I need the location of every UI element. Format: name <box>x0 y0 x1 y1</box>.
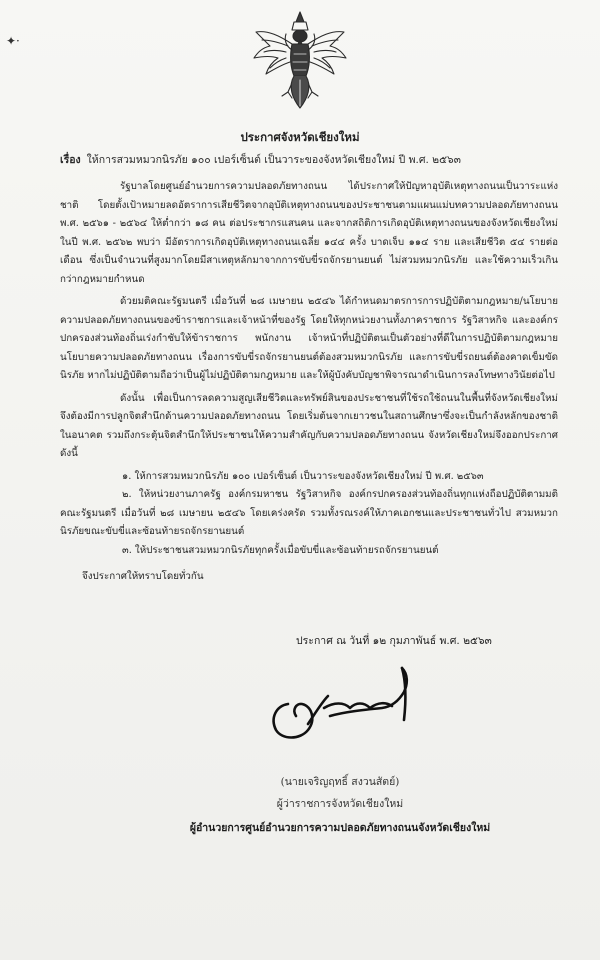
document-title: ประกาศจังหวัดเชียงใหม่ <box>240 130 360 144</box>
list-item: ๒. ให้หน่วยงานภาครัฐ องค์กรมหาชน รัฐวิสาหกิจ องค์กรปกครองส่วนท้องถิ่นทุกแห่งถือปฏิบัติตามมติคณะรัฐมนตรี เมื่อวันที่ ๒๘ เมษายน ๒๕๔๖ โดยเคร่งครัด รวมทั้งรณรงค์ให้ภาคเอกชนและประชาชนทั่วไป สวมหมวกนิรภัยขณะขับขี่และซ้อนท้ายรถจักรยานยนต์ <box>60 489 558 537</box>
garuda-emblem-icon <box>248 10 352 114</box>
subject-label: เรื่อง <box>60 154 81 166</box>
body-text <box>60 178 558 587</box>
stray-mark: ✦· <box>6 34 20 48</box>
subject-text: ให้การสวมหมวกนิรภัย ๑๐๐ เปอร์เซ็นต์ เป็นวาระของจังหวัดเชียงใหม่ ปี พ.ศ. ๒๕๖๓ <box>86 154 461 166</box>
announcement-line: จึงประกาศให้ทราบโดยทั่วกัน <box>82 571 204 582</box>
signer-name: (นายเจริญฤทธิ์ สงวนสัตย์) <box>280 776 400 788</box>
dateline: ประกาศ ณ วันที่ ๑๒ กุมภาพันธ์ พ.ศ. ๒๕๖๓ <box>296 635 492 647</box>
paragraph: รัฐบาลโดยศูนย์อำนวยการความปลอดภัยทางถนน ได้ประกาศให้ปัญหาอุบัติเหตุทางถนนเป็นวาระแห่งชาติ โดยตั้งเป้าหมายลดอัตราการเสียชีวิตจากอุบัติเหตุทางถนนของประชาชนตามแผนแม่บทความปลอดภัยทางถนน พ.ศ. ๒๕๖๑ - ๒๕๖๔ ให้ต่ำกว่า ๑๘ คน ต่อประชากรแสนคน และจากสถิติการเกิดอุบัติเหตุทางถนนของจังหวัดเชียงใหม่ในปี พ.ศ. ๒๕๖๒ พบว่า มีอัตราการเกิดอุบัติเหตุทางถนนเฉลี่ย ๑๔๔ ครั้ง บาดเจ็บ ๑๑๔ ราย และเสียชีวิต ๕๔ รายต่อเดือน ซึ่งเป็นจำนวนที่สูงมากโดยมีสาเหตุหลักมาจากการขับขี่รถจักรยานยนต์ ไม่สวมหมวกนิรภัย และใช้ความเร็วเกินกว่ากฎหมายกำหนด <box>60 181 558 285</box>
list-item: ๓. ให้ประชาชนสวมหมวกนิรภัยทุกครั้งเมื่อขับขี่และซ้อนท้ายรถจักรยานยนต์ <box>122 544 439 556</box>
signature <box>258 662 418 746</box>
subject-line <box>60 151 560 168</box>
paragraph: ด้วยมติคณะรัฐมนตรี เมื่อวันที่ ๒๘ เมษายน ๒๕๔๖ ได้กำหนดมาตรการการปฏิบัติตามกฎหมาย/นโยบายความปลอดภัยทางถนนของข้าราชการและเจ้าหน้าที่ของรัฐ โดยให้ทุกหน่วยงานทั้งภาคราชการ รัฐวิสาหกิจ และองค์กรปกครองส่วนท้องถิ่นเร่งกำชับให้ข้าราชการ พนักงาน เจ้าหน้าที่ปฏิบัติตนเป็นตัวอย่างที่ดีในการปฏิบัติตามกฎหมาย นโยบายความปลอดภัยทางถนน เรื่องการขับขี่รถจักรยานยนต์ต้องสวมหมวกนิรภัย และการขับขี่รถยนต์ต้องคาดเข็มขัดนิรภัย หากไม่ปฏิบัติตามถือว่าเป็นผู้ไม่ปฏิบัติตามกฎหมาย และให้ผู้บังคับบัญชาพิจารณาดำเนินการลงโทษทางวินัยต่อไป <box>60 296 558 381</box>
signer-position: ผู้ว่าราชการจังหวัดเชียงใหม่ <box>276 798 404 810</box>
paragraph: ดังนั้น เพื่อเป็นการลดความสูญเสียชีวิตและทรัพย์สินของประชาชนที่ใช้รถใช้ถนนในพื้นที่จังหวัดเชียงใหม่ จึงต้องมีการปลูกจิตสำนึกด้านความปลอดภัยทางถนน โดยเริ่มต้นจากเยาวชนในสถานศึกษาซึ่งจะเป็นกำลังหลักของชาติในอนาคต รวมถึงกระตุ้นจิตสำนึกให้ประชาชนให้ความสำคัญกับความปลอดภัยทางถนน จังหวัดเชียงใหม่จึงออกประกาศ ดังนี้ <box>60 392 558 459</box>
list-item: ๑. ให้การสวมหมวกนิรภัย ๑๐๐ เปอร์เซ็นต์ เป็นวาระของจังหวัดเชียงใหม่ ปี พ.ศ. ๒๕๖๓ <box>122 470 484 482</box>
signer-position-secondary: ผู้อำนวยการศูนย์อำนวยการความปลอดภัยทางถนนจังหวัดเชียงใหม่ <box>189 822 491 834</box>
